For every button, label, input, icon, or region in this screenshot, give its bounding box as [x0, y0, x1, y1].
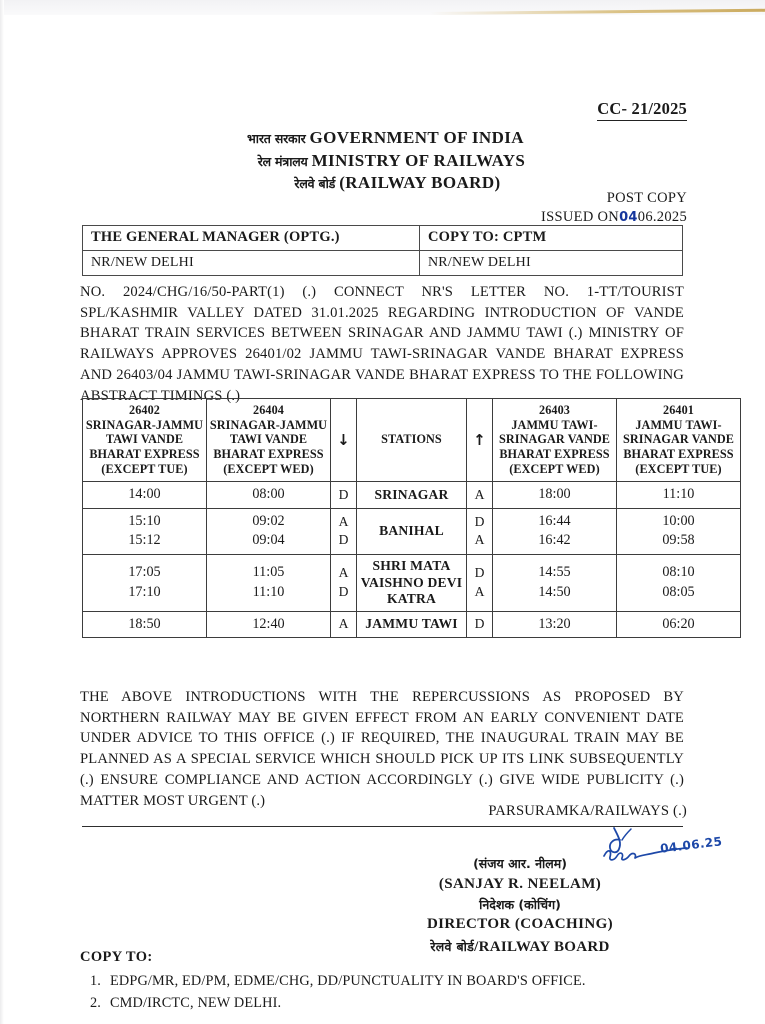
header-train-26402 [83, 399, 207, 482]
cell-arrival-departure-right [467, 508, 493, 554]
signatory-organisation-separator: / [474, 939, 479, 955]
cell-arrival-departure-left-value: A [338, 616, 349, 632]
cell-26404-time-value: 08:00 [252, 486, 285, 503]
table-row [83, 611, 741, 638]
copy-to-list [80, 970, 586, 1014]
cell-26403-time-value: 14:55 [538, 564, 571, 581]
cell-arrival-departure-left-value: A [338, 513, 349, 529]
list-item-number: 1. [90, 973, 102, 989]
list-item [80, 970, 586, 992]
header-stations: STATIONS [357, 399, 467, 482]
cell-26401-time [617, 482, 741, 509]
list-item [80, 992, 586, 1014]
header-train-26402-number: 26402 [129, 403, 160, 417]
cell-arrival-departure-left-value: D [338, 532, 349, 548]
cell-26401-time-value: 11:10 [662, 486, 695, 503]
cell-arrival-departure-left [331, 554, 357, 611]
post-copy-label: POST COPY [606, 190, 687, 206]
cell-arrival-departure-left-value: D [338, 583, 349, 599]
closing-paragraph: THE ABOVE INTRODUCTIONS WITH THE REPERCUSSIONS AS PROPOSED BY NORTHERN RAILWAY MAY BE GIVEN EFFECT FROM AN EARLY CONVENIENT DATE UNDER ADVICE TO THIS OFFICE (.) IF REQUIRED, THE INAUGURAL TRAIN MAY BE PLANNED AS A SPECIAL SERVICE WHICH SHOULD PICK UP ITS LINK SUBSEQUENTLY (.) ENSURE COMPLIANCE AND ACTION ACCORDINGLY (.) GIVE WIDE PUBLICITY (.) MATTER MOST URGENT (.) [80, 689, 684, 809]
list-item-text: CMD/IRCTC, NEW DELHI. [110, 995, 282, 1012]
cell-26402-time-value: 14:00 [128, 486, 161, 503]
cell-26402-time-value: 17:10 [128, 583, 161, 600]
list-item-text: EDPG/MR, ED/PM, EDME/CHG, DD/PUNCTUALITY IN BOARD'S OFFICE. [110, 973, 586, 989]
cell-26404-time-value: 09:04 [252, 532, 285, 549]
cell-26403-time [493, 554, 617, 611]
letterhead-hindi-ministry: रेल मंत्रालय [257, 153, 308, 169]
cell-arrival-departure-right-value: A [474, 486, 485, 502]
cell-26402-time [83, 482, 207, 509]
header-train-26401-number: 26401 [663, 403, 694, 417]
cell-arrival-departure-right [467, 611, 493, 638]
cell-26404-time [207, 611, 331, 638]
cell-26403-time-value: 16:42 [538, 532, 571, 549]
copy-to-label: COPY TO: [80, 949, 153, 965]
timetable-body [83, 482, 741, 638]
cell-26402-time-value: 15:12 [128, 532, 161, 549]
table-row [83, 251, 683, 276]
letterhead-hindi-government: भारत सरकार [247, 131, 306, 146]
cell-26403-time-value: 18:00 [538, 486, 571, 503]
addressee-table [82, 225, 683, 276]
arrow-down-icon [331, 399, 357, 482]
cell-26403-time-value: 14:50 [538, 583, 571, 600]
arrow-down-glyph: ↓ [337, 430, 350, 449]
header-train-26401-name: JAMMU TAWI-SRINAGAR VANDE BHARAT EXPRESS (EXCEPT TUE) [623, 417, 734, 476]
signatory-designation-english: DIRECTOR (COACHING) [426, 916, 614, 933]
letterhead-line-ministry [0, 150, 765, 173]
issued-on-handwritten-day: 04 [619, 210, 638, 226]
document-reference-number: CC- 21/2025 [597, 99, 687, 121]
signature-divider [82, 826, 683, 827]
letterhead-english-government: GOVERNMENT OF INDIA [309, 128, 524, 147]
post-copy-block [541, 189, 687, 227]
cell-26401-time-value: 09:58 [662, 532, 695, 549]
issued-on-prefix: ISSUED ON [541, 209, 620, 226]
list-item-number: 2. [90, 995, 102, 1012]
signatory-name-hindi: (संजय आर. नीलम) [473, 856, 567, 871]
header-train-26403-name: JAMMU TAWI-SRINAGAR VANDE BHARAT EXPRESS (EXCEPT WED) [499, 417, 610, 476]
cell-arrival-departure-left [331, 482, 357, 509]
cell-26404-time-value: 09:02 [252, 512, 285, 529]
table-row [83, 554, 741, 611]
handwritten-date: 04.06.25 [659, 834, 724, 856]
header-train-26404-name: SRINAGAR-JAMMU TAWI VANDE BHARAT EXPRESS (EXCEPT WED) [209, 417, 328, 476]
signatory-organisation-hindi: रेलवे बोर्ड [430, 939, 475, 954]
letterhead-hindi-board: रेलवे बोर्ड [294, 176, 336, 192]
addressee-cptm-office: NR/NEW DELHI [420, 251, 683, 276]
timetable-header-row [83, 399, 741, 482]
cell-arrival-departure-left-value: D [338, 486, 349, 502]
cell-26403-time-value: 13:20 [538, 615, 571, 632]
header-train-26401 [617, 399, 741, 482]
header-train-26404 [207, 399, 331, 482]
cell-26402-time-value: 18:50 [128, 615, 161, 632]
letterhead [0, 127, 765, 195]
header-train-26403-number: 26403 [539, 403, 570, 417]
cell-station-name: SHRI MATA VAISHNO DEVI KATRA [357, 554, 467, 611]
signatory-designation-hindi: निदेशक (कोचिंग) [479, 896, 561, 912]
signatory-name-english: (SANJAY R. NEELAM) [438, 875, 602, 892]
header-train-26404-number: 26404 [253, 403, 284, 417]
cell-26401-time-value: 08:05 [662, 583, 695, 600]
cell-arrival-departure-left [331, 508, 357, 554]
signatory-organisation-english: RAILWAY BOARD [478, 939, 610, 955]
cell-26402-time [83, 611, 207, 638]
arrow-up-glyph: ↑ [473, 430, 486, 449]
intro-paragraph: NO. 2024/CHG/16/50-PART(1) (.) CONNECT NR'S LETTER NO. 1-TT/TOURIST SPL/KASHMIR VALLEY DATED 31.01.2025 REGARDING INTRODUCTION OF VANDE BHARAT TRAIN SERVICES BETWEEN SRINAGAR AND JAMMU TAWI (.) MINISTRY OF RAILWAYS APPROVES 26401/02 JAMMU TAWI-SRINAGAR VANDE BHARAT EXPRESS AND 26403/04 JAMMU TAWI-SRINAGAR VANDE BHARAT EXPRESS TO THE FOLLOWING ABSTRACT TIMINGS (.) [80, 284, 684, 404]
cell-arrival-departure-left [331, 611, 357, 638]
header-train-26402-name: SRINAGAR-JAMMU TAWI VANDE BHARAT EXPRESS (EXCEPT TUE) [85, 417, 204, 476]
copy-to-block [80, 949, 586, 1014]
cell-26403-time [493, 611, 617, 638]
cell-arrival-departure-right-value: A [474, 532, 485, 548]
cell-26403-time [493, 482, 617, 509]
addressee-copy-to-cptm: COPY TO: CPTM [420, 226, 683, 251]
table-row [83, 482, 741, 509]
cell-26402-time [83, 508, 207, 554]
cell-station-name: JAMMU TAWI [357, 611, 467, 638]
letterhead-line-government [0, 127, 765, 150]
table-row [83, 508, 741, 554]
cell-26401-time-value: 08:10 [662, 564, 695, 581]
cell-26404-time-value: 11:10 [252, 583, 285, 600]
cell-26401-time [617, 508, 741, 554]
addressee-gm-office: NR/NEW DELHI [83, 251, 420, 276]
cell-26404-time [207, 508, 331, 554]
letterhead-english-board: (RAILWAY BOARD) [339, 173, 501, 193]
issued-on-rest: 06.2025 [637, 209, 687, 226]
cell-arrival-departure-right [467, 482, 493, 509]
cell-station-name: SRINAGAR [357, 482, 467, 509]
signature-block [355, 855, 685, 959]
cell-26403-time [493, 508, 617, 554]
addressee-general-manager: THE GENERAL MANAGER (OPTG.) [83, 226, 420, 251]
cell-26401-time [617, 554, 741, 611]
cell-26404-time [207, 554, 331, 611]
cell-26403-time-value: 16:44 [538, 512, 571, 529]
header-train-26403 [493, 399, 617, 482]
signature-from-line: PARSURAMKA/RAILWAYS (.) [488, 803, 687, 819]
cell-arrival-departure-right-value: D [474, 565, 485, 581]
train-timetable [82, 398, 741, 638]
cell-26402-time-value: 15:10 [128, 512, 161, 529]
cell-26401-time-value: 10:00 [662, 512, 695, 529]
cell-26404-time [207, 482, 331, 509]
cell-26404-time-value: 12:40 [252, 615, 285, 632]
cell-26402-time [83, 554, 207, 611]
cell-arrival-departure-right-value: D [474, 616, 485, 632]
cell-arrival-departure-left-value: A [338, 565, 349, 581]
cell-26401-time-value: 06:20 [662, 615, 695, 632]
cell-26402-time-value: 17:05 [128, 564, 161, 581]
cell-station-name: BANIHAL [357, 508, 467, 554]
cell-arrival-departure-right-value: A [474, 583, 485, 599]
cell-26401-time [617, 611, 741, 638]
cell-arrival-departure-right-value: D [474, 513, 485, 529]
cell-arrival-departure-right [467, 554, 493, 611]
letterhead-english-ministry: MINISTRY OF RAILWAYS [311, 150, 526, 170]
table-row [83, 226, 683, 251]
arrow-up-icon [467, 399, 493, 482]
cell-26404-time-value: 11:05 [252, 564, 285, 581]
